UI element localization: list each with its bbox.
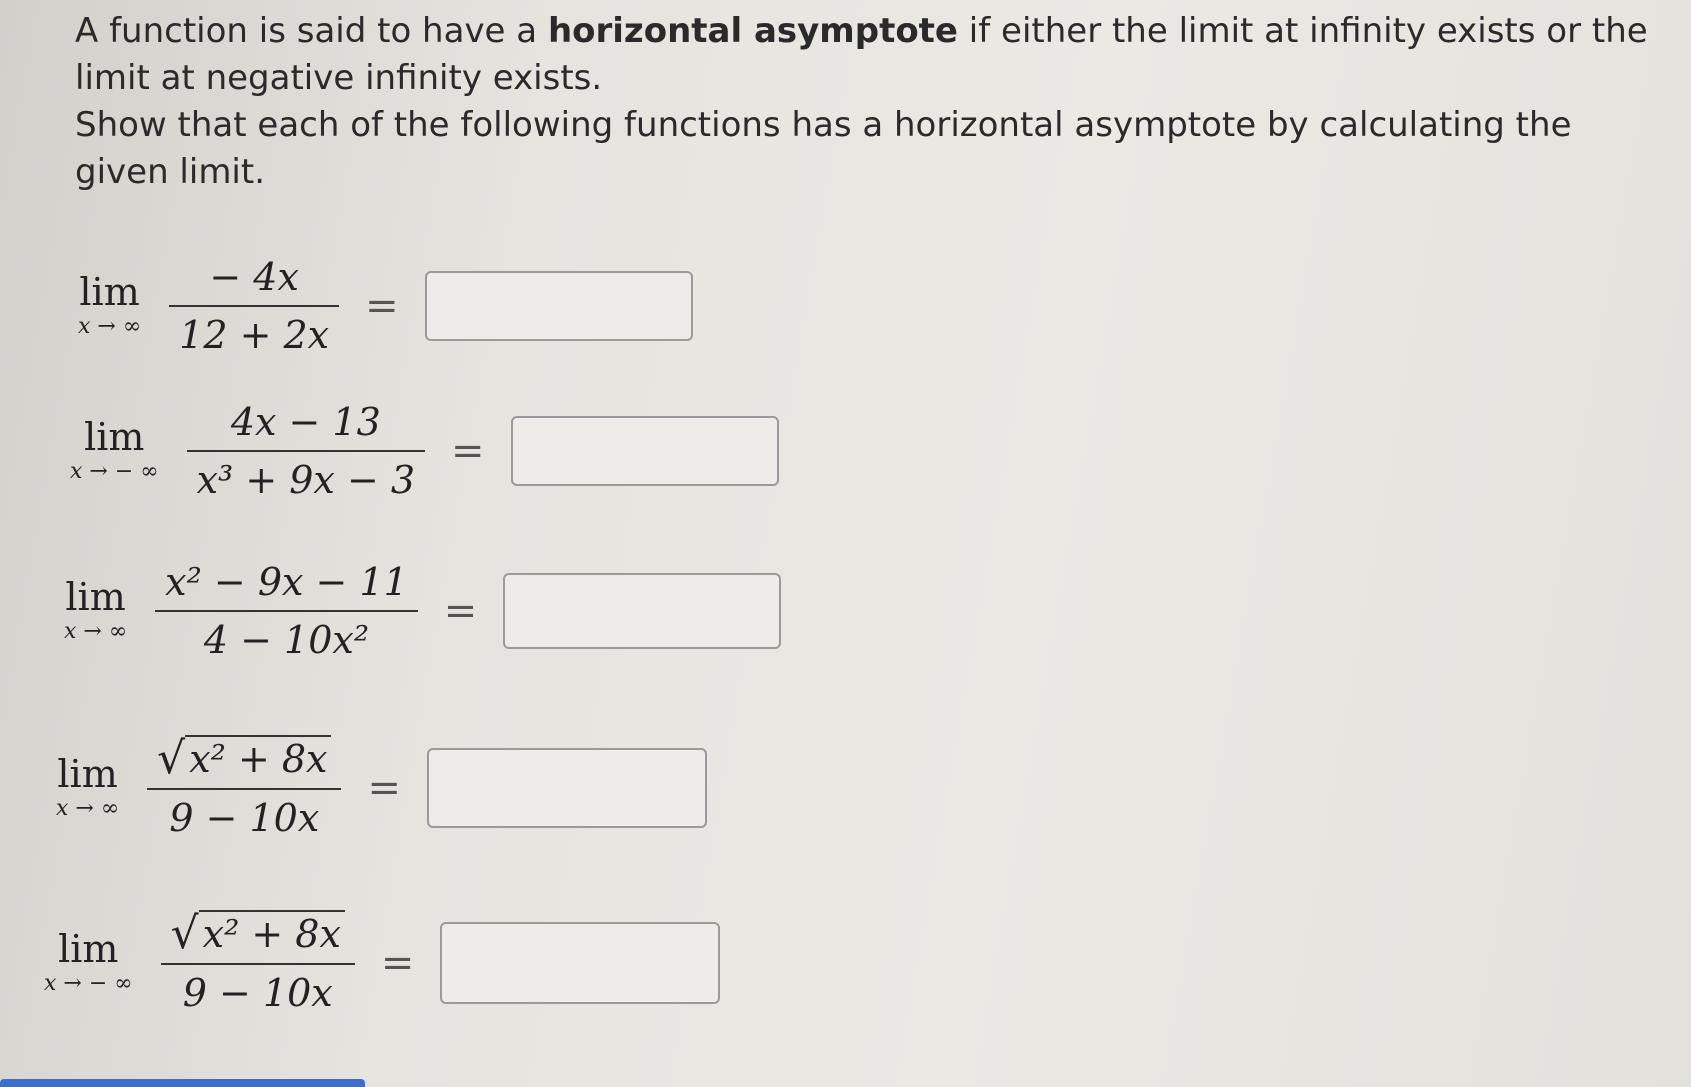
limit-problem-2 — [70, 400, 779, 502]
equals-sign: = — [443, 588, 478, 634]
fraction — [187, 400, 425, 502]
numerator: − 4x — [209, 255, 299, 299]
fraction — [169, 255, 339, 357]
radical-sign: √ — [170, 908, 199, 959]
fraction — [155, 560, 418, 662]
lim-subscript: x → ∞ — [78, 314, 142, 339]
numerator: x² − 9x − 11 — [165, 560, 408, 604]
numerator — [161, 910, 355, 957]
lim-label: lim — [57, 751, 118, 796]
limit-problem-1 — [78, 255, 693, 357]
fraction-bar — [155, 610, 418, 612]
lim-label: lim — [58, 926, 119, 971]
equals-sign: = — [365, 283, 399, 329]
fraction-bar — [147, 788, 341, 790]
instructions — [75, 8, 1675, 196]
fraction-bar — [161, 963, 355, 965]
instruction-text: A function is said to have a — [75, 11, 548, 51]
limit-problem-3 — [64, 560, 781, 662]
fraction-bar — [169, 305, 339, 307]
radical-sign: √ — [157, 733, 186, 784]
answer-input-3[interactable] — [503, 573, 781, 649]
equals-sign: = — [380, 939, 415, 986]
limit-problem-5 — [44, 910, 720, 1015]
limit-operator — [44, 926, 133, 997]
answer-input-4[interactable] — [427, 748, 707, 828]
instruction-paragraph-2: Show that each of the following functions has a horizontal asymptote by calculating the given limit. — [75, 105, 1572, 192]
limit-problem-4 — [56, 735, 707, 840]
fraction-bar — [187, 450, 425, 452]
answer-input-5[interactable] — [440, 922, 720, 1004]
lim-subscript: x → − ∞ — [44, 970, 133, 996]
lim-subscript: x → ∞ — [64, 619, 128, 644]
numerator — [147, 735, 341, 782]
radicand: x² + 8x — [199, 910, 345, 956]
fraction — [161, 910, 355, 1015]
square-root — [157, 733, 331, 784]
limit-operator — [64, 577, 127, 645]
limit-operator — [56, 751, 120, 822]
horizontal-asymptote-term: horizontal asymptote — [547, 11, 958, 51]
fraction — [147, 735, 341, 840]
answer-input-2[interactable] — [511, 416, 779, 486]
answer-input-1[interactable] — [425, 271, 693, 341]
equals-sign: = — [451, 428, 485, 474]
lim-subscript: x → ∞ — [56, 795, 120, 821]
lim-subscript: x → − ∞ — [70, 459, 159, 484]
limit-operator — [78, 272, 141, 340]
instruction-paragraph-1 — [75, 8, 1675, 102]
denominator: x³ + 9x − 3 — [196, 458, 416, 502]
limit-operator — [70, 417, 159, 485]
lim-label: lim — [84, 415, 145, 459]
instruction-text: if either the limit at infinity exists or the limit at negative infinity exists. — [75, 11, 1648, 98]
lim-label: lim — [65, 575, 126, 619]
numerator: 4x − 13 — [230, 400, 381, 444]
denominator: 9 − 10x — [169, 796, 320, 840]
equals-sign: = — [367, 764, 401, 811]
denominator: 9 − 10x — [182, 971, 333, 1015]
denominator: 12 + 2x — [179, 313, 330, 357]
lim-label: lim — [79, 270, 140, 314]
denominator: 4 − 10x² — [203, 618, 370, 662]
submit-button-edge[interactable] — [0, 1079, 365, 1087]
radicand: x² + 8x — [185, 735, 331, 781]
square-root — [170, 908, 345, 959]
